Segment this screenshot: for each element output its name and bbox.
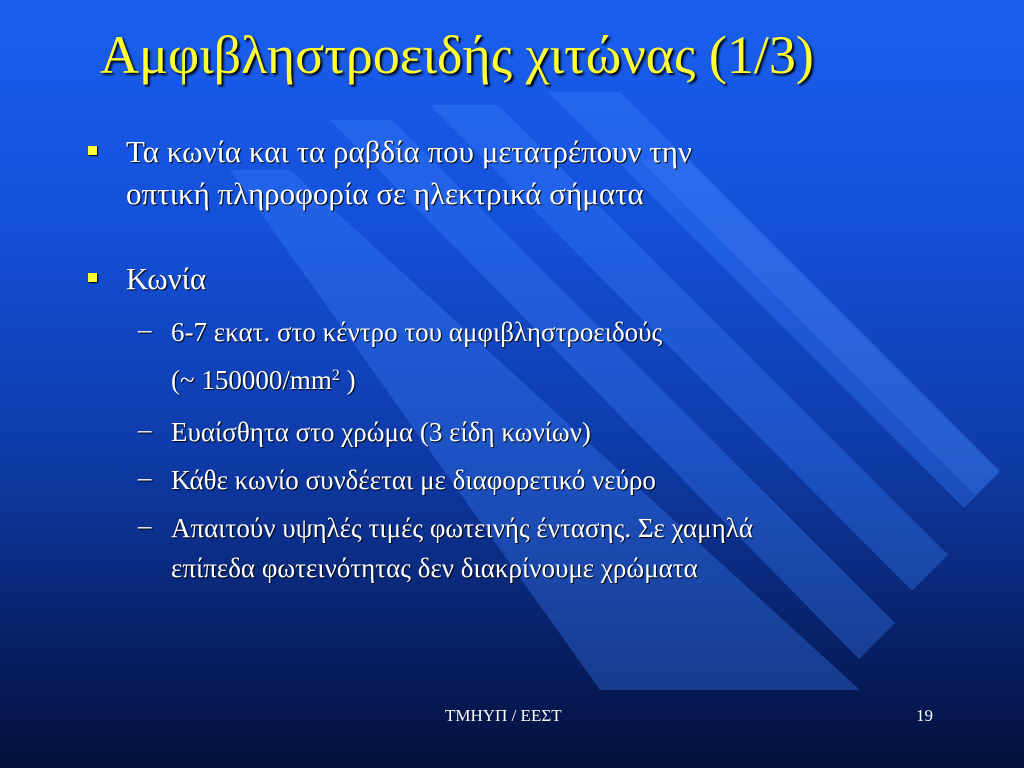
subbullet-4-line-2: επίπεδα φωτεινότητας δεν διακρίνουμε χρώματα [171,553,698,583]
footer-center-text: ΤΜΗΥΠ / ΕΕΣΤ [445,706,562,725]
bullet-2-line-1: Κωνία [126,261,207,296]
dash-marker: – [138,414,152,444]
dash-marker: – [138,510,152,540]
slide-title: Αμφιβληστροειδής χιτώνας (1/3) [100,25,814,85]
bullet-1-line-2: οπτική πληροφορία σε ηλεκτρικά σήματα [126,176,644,211]
page-number: 19 [916,706,933,725]
bullet-marker [88,146,97,155]
subbullet-3-line-1: Κάθε κωνίο συνδέεται με διαφορετικό νεύρο [171,465,656,495]
subbullet-1-continuation [171,358,356,402]
bullet-1-line-1: Τα κωνία και τα ραβδία που μετατρέπουν την [126,134,692,169]
dash-marker: – [138,462,152,492]
bullet-marker [88,273,97,282]
subbullet-1-cont-suffix: ) [339,365,356,395]
subbullet-1-cont-prefix: (~ 150000/mm [171,365,332,395]
dash-marker: – [138,314,152,344]
subbullet-4-line-1: Απαιτούν υψηλές τιμές φωτεινής έντασης. Σε χαμηλά [171,513,754,543]
subbullet-1-line-1: 6-7 εκατ. στο κέντρο του αμφιβληστροειδούς [171,317,663,347]
subbullet-2-line-1: Ευαίσθητα στο χρώμα (3 είδη κωνίων) [171,417,591,447]
superscript: 2 [331,367,340,384]
